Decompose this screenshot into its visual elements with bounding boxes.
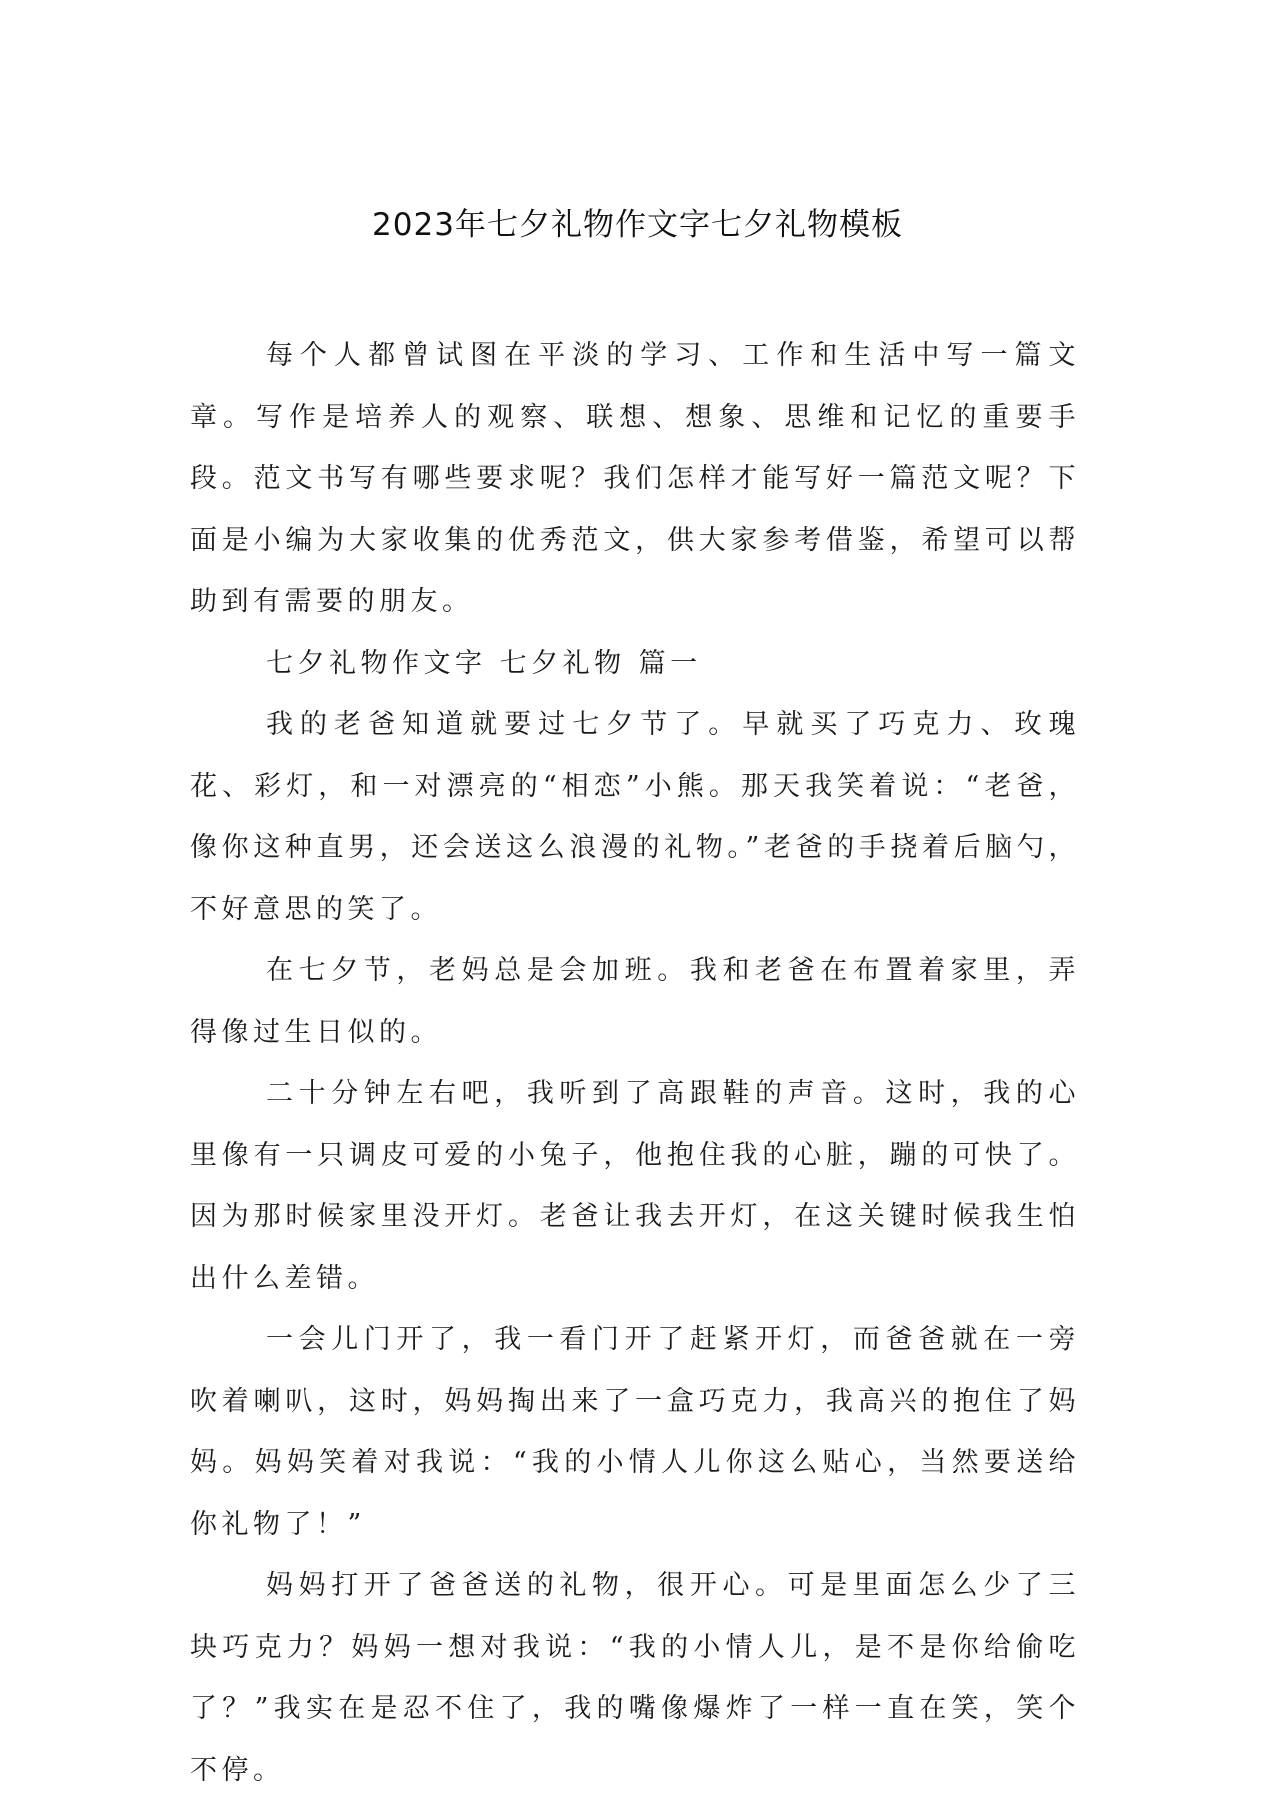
section-heading: 七夕礼物作文字 七夕礼物 篇一	[266, 647, 702, 679]
intro-paragraph: 每个人都曾试图在平淡的学习、工作和生活中写一篇文章。写作是培养人的观察、联想、想象、思维和记忆的重要手段。范文书写有哪些要求呢？我们怎样才能写好一篇范文呢？下面是小编为大家收集的优秀范文，供大家参考借鉴，希望可以帮助到有需要的朋友。	[190, 340, 1080, 617]
body-paragraph: 一会儿门开了，我一看门开了赶紧开灯，而爸爸就在一旁吹着喇叭，这时，妈妈掏出来了一盒巧克力，我高兴的抱住了妈妈。妈妈笑着对我说：“我的小情人儿你这么贴心，当然要送给你礼物了！”	[190, 1324, 1080, 1540]
document-title: 2023年七夕礼物作文字七夕礼物模板	[372, 207, 903, 243]
body-paragraph: 二十分钟左右吧，我听到了高跟鞋的声音。这时，我的心里像有一只调皮可爱的小兔子，他抱住我的心脏，蹦的可快了。因为那时候家里没开灯。老爸让我去开灯，在这关键时候我生怕出什么差错。	[190, 1078, 1080, 1294]
document-body	[190, 325, 1080, 1801]
body-paragraph: 妈妈打开了爸爸送的礼物，很开心。可是里面怎么少了三块巧克力？妈妈一想对我说：“我的小情人儿，是不是你给偷吃了？”我实在是忍不住了，我的嘴像爆炸了一样一直在笑，笑个不停。	[190, 1570, 1080, 1786]
body-paragraph: 在七夕节，老妈总是会加班。我和老爸在布置着家里，弄得像过生日似的。	[190, 955, 1080, 1048]
body-paragraph: 我的老爸知道就要过七夕节了。早就买了巧克力、玫瑰花、彩灯，和一对漂亮的“相恋”小熊。那天我笑着说：“老爸，像你这种直男，还会送这么浪漫的礼物。”老爸的手挠着后脑勺，不好意思的笑了。	[190, 709, 1080, 925]
